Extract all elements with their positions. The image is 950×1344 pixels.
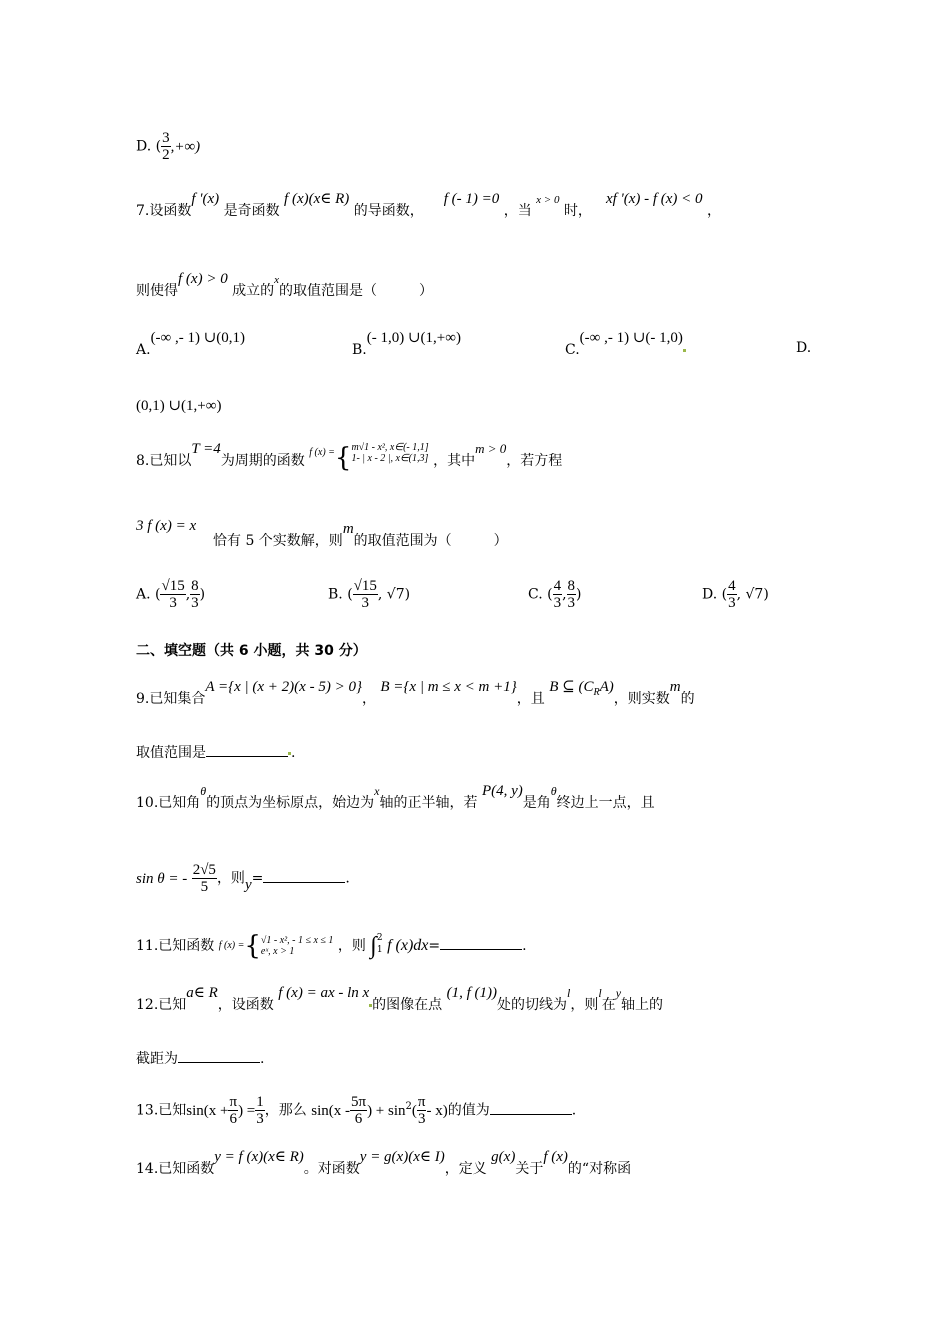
- q11-brace: {: [244, 931, 261, 961]
- q10-answer-blank[interactable]: [263, 870, 345, 883]
- q13-d2: 6: [354, 1111, 363, 1127]
- q8-case-2: 1- | x - 2 |, x∈(1,3]: [351, 453, 429, 464]
- q8a-d1: 3: [169, 595, 177, 611]
- q11-lower: 1: [376, 945, 383, 955]
- q8-text-1: 已知以: [149, 453, 192, 469]
- q9-math-2: B ={x | m ≤ x < m +1}: [380, 679, 517, 695]
- q8-option-d-label: D. (: [702, 586, 728, 603]
- q7-line2-text-2: 成立的: [232, 283, 275, 299]
- q8b-tail: , √7): [377, 586, 411, 603]
- q7-line-1: [136, 191, 722, 220]
- q10-line-2: sin θ = - $\frac{2√5}{5}$ ，则y= .: [136, 862, 350, 895]
- q7-math-6: f (x) > 0: [178, 271, 228, 287]
- q8-option-a-frac-2: [190, 578, 200, 611]
- q9-math-1: A ={x | (x + 2)(x - 5) > 0}: [205, 679, 362, 695]
- q13-math-2b: ) + sin: [367, 1102, 406, 1119]
- q10-num: 2√5: [192, 862, 216, 878]
- q8-math-5: m: [342, 521, 354, 537]
- q7-options: [136, 330, 246, 359]
- q12-text-3: 的图像在点: [372, 997, 443, 1013]
- q7-option-a-label: A.: [136, 342, 151, 358]
- q13-math-2a: sin(x -: [311, 1102, 350, 1119]
- q10-text-4: 是角: [522, 795, 551, 811]
- q11-case-1: √1 - x², - 1 ≤ x ≤ 1: [260, 935, 334, 946]
- q9-number: 9.: [136, 691, 150, 707]
- q12-text-6: 在: [601, 997, 616, 1013]
- q7-option-d: (0,1) ∪(1,+∞): [136, 398, 222, 414]
- q11-upper: 2: [376, 933, 383, 943]
- q8-math-fx: f (x) =: [309, 447, 335, 458]
- q12-math-1: a∈ R: [186, 985, 218, 1001]
- q13-text-1: 已知: [158, 1102, 187, 1119]
- q12-math-2: f (x) = ax - ln x: [278, 985, 370, 1001]
- q7-math-4: x > 0: [536, 194, 560, 206]
- q6-option-d-label: D. (: [136, 138, 162, 155]
- q8-option-c-label: C. (: [528, 586, 553, 603]
- integral-sign: ∫: [370, 933, 377, 959]
- q12-math-5: l: [598, 986, 602, 1000]
- q7-option-c-label: C.: [565, 342, 580, 358]
- q10-math-4: θ: [550, 784, 557, 798]
- q12-line2-text: 截距为: [136, 1051, 178, 1067]
- q8-option-a-frac-1: [160, 578, 185, 611]
- q14-text-4: 关于: [515, 1161, 544, 1177]
- q8-option-d-frac: [727, 578, 737, 611]
- q11-line: 11.已知函数 f (x) ={ √1 - x², - 1 ≤ x ≤ 1 eˣ, x > 1 ，则 ∫ 2 1 f (x)dx= .: [136, 931, 527, 961]
- q11-number: 11.: [136, 938, 159, 954]
- q13-rn: 1: [256, 1094, 264, 1110]
- q12-number: 12.: [136, 997, 159, 1013]
- q7-number: 7.: [136, 203, 150, 219]
- q13-math-2c: (: [411, 1102, 417, 1119]
- q10-line2-text-1: ，则: [216, 870, 245, 887]
- q14-text-5: 的“对称函: [567, 1161, 632, 1177]
- section-2-heading: 二、填空题（共 6 小题，共 30 分）: [136, 643, 367, 659]
- q7-option-b-label: B.: [352, 342, 367, 358]
- q11-limits: [377, 932, 383, 956]
- q12-text-5: ，则: [570, 997, 599, 1013]
- q12-math-4: l: [567, 986, 571, 1000]
- q10-math-1: θ: [200, 784, 207, 798]
- q13-text-3: 的值为: [447, 1102, 490, 1119]
- q13-math-1a: sin(x +: [186, 1102, 229, 1119]
- q8-line-1: [136, 441, 563, 476]
- q7-text-5: 时，: [563, 203, 592, 219]
- q10-line-1: [136, 783, 655, 812]
- q12-answer-blank[interactable]: [178, 1050, 260, 1063]
- q8-number: 8.: [136, 453, 150, 469]
- q8-line-2: [136, 518, 197, 547]
- q12-text-4: 处的切线为: [497, 997, 568, 1013]
- q9-line-2: 取值范围是 .: [136, 745, 296, 761]
- q8c-n2: 8: [567, 578, 576, 594]
- q10-text-5: 终边上一点，且: [556, 795, 655, 811]
- q9-text-1: 已知集合: [149, 691, 206, 707]
- q8c-n1: 4: [553, 578, 562, 594]
- q12-text-7: 轴上的: [621, 997, 664, 1013]
- q8c-d2: 3: [567, 595, 576, 611]
- q8b-n1: √15: [353, 578, 377, 594]
- q10-math-3: P(4, y): [481, 783, 523, 799]
- q13-d3: 3: [417, 1111, 426, 1127]
- q7-line-2: [136, 271, 434, 300]
- stray-mark: [683, 349, 686, 352]
- q13-math-1b: ) =: [238, 1102, 256, 1119]
- q8-option-b-frac: [353, 578, 378, 611]
- q8-line2-text-1: 恰有 5 个实数解，则: [213, 533, 343, 549]
- q8-option-a-label: A. (: [136, 586, 161, 603]
- q13-frac-1: [228, 1094, 238, 1127]
- q7-option-d-label: D.: [796, 340, 812, 356]
- q8d-d1: 3: [728, 595, 736, 611]
- q8-text-4: ，若方程: [506, 453, 563, 469]
- q9-math-3: [549, 679, 614, 698]
- q8c-d1: 3: [553, 595, 562, 611]
- q11-text-1: 已知函数: [158, 938, 215, 954]
- q8d-n1: 4: [728, 578, 736, 594]
- q13-number: 13.: [136, 1102, 159, 1119]
- q7-option-a: (-∞ ,- 1) ∪(0,1): [150, 330, 246, 346]
- q8-text-3: ，其中: [433, 453, 476, 469]
- q7-text-2: 是奇函数: [223, 203, 280, 219]
- q8-option-c-frac-1: [553, 578, 563, 611]
- q12-math-6: y: [615, 986, 622, 1000]
- q10-text-3: 轴的正半轴，若: [379, 795, 478, 811]
- q14-math-2: y = g(x)(x∈ I): [359, 1149, 445, 1165]
- q7-text-1: 设函数: [149, 203, 192, 219]
- q7-line2-text-3: 的取值范围是（ ）: [279, 283, 434, 299]
- q9-math-4: m: [669, 679, 681, 695]
- q13-rd: 3: [256, 1111, 264, 1127]
- stray-mark: [288, 752, 291, 755]
- q8-case-1: m√1 - x², x∈(- 1,1]: [351, 442, 429, 453]
- q14-math-1: y = f (x)(x∈ R): [214, 1149, 304, 1165]
- q14-math-4: f (x): [543, 1149, 568, 1165]
- q10-text-1: 已知角: [158, 795, 201, 811]
- q7-option-b: (- 1,0) ∪(1,+∞): [366, 330, 461, 346]
- q11-answer-blank[interactable]: [440, 937, 522, 950]
- q6-option-d: [136, 130, 200, 163]
- q8-option-b-wrap: [328, 578, 410, 611]
- q7-line2-text-1: 则使得: [136, 283, 178, 299]
- q10-text-2: 的顶点为坐标原点，始边为: [206, 795, 375, 811]
- q13-d1: 6: [229, 1111, 238, 1127]
- q9-math-3-sub: R: [593, 687, 600, 698]
- q14-text-1: 已知函数: [158, 1161, 215, 1177]
- q6-option-d-fraction: [161, 130, 171, 163]
- q14-text-2: 。对函数: [303, 1161, 360, 1177]
- q14-text-3: ，定义: [444, 1161, 487, 1177]
- q11-text-3: =: [428, 938, 441, 954]
- q9-math-3b: A): [599, 679, 614, 695]
- q7-option-d-wrap: [796, 340, 811, 356]
- q7-math-2: f (x)(x∈ R): [284, 191, 350, 207]
- q6d-den: 2: [162, 147, 170, 163]
- q13-frac-2: [350, 1094, 367, 1127]
- q7-math-5: xf '(x) - f (x) < 0: [605, 191, 703, 207]
- q13-frac-r: [255, 1094, 265, 1127]
- q7-option-d-value-wrap: [136, 396, 221, 415]
- q7-text-6: ，: [707, 203, 722, 219]
- q11-text-2: ，则: [337, 938, 366, 954]
- q7-option-c: (-∞ ,- 1) ∪(- 1,0): [579, 330, 683, 346]
- q12-line-1: [136, 985, 664, 1014]
- q13-line: 13.已知sin(x + $\frac{\pi}{6}$ ) = $\frac{1}{3}$ ，那么 sin(x - $\frac{5\pi}{6}$ ) + $\sin^2$( $\frac{\pi}{3}$ - x)的值为 .: [136, 1094, 577, 1127]
- q9-text-4: ，则实数: [613, 691, 670, 707]
- q6d-tail: ,+∞): [170, 138, 201, 155]
- q7-option-c-wrap: [565, 330, 686, 359]
- q13-answer-blank[interactable]: [490, 1102, 572, 1115]
- q10-math-5a: sin θ = -: [136, 870, 188, 887]
- q8-math-1: T =4: [191, 441, 221, 457]
- q8a-n1: √15: [161, 578, 185, 594]
- q8-option-c-frac-2: [567, 578, 577, 611]
- q9-text-5: 的: [680, 691, 695, 707]
- q12-line-2: 截距为 .: [136, 1051, 265, 1067]
- q9-text-3: ，且: [516, 691, 545, 707]
- q13-text-2: ，那么: [264, 1102, 307, 1119]
- q9-line-1: [136, 679, 695, 710]
- q10-number: 10.: [136, 795, 159, 811]
- q11-piecewise: [261, 935, 334, 957]
- q11-math-2: f (x)dx: [387, 937, 429, 954]
- stray-mark: [369, 1004, 372, 1007]
- q8a-n2: 8: [191, 578, 199, 594]
- q12-text-1: 已知: [158, 997, 187, 1013]
- q11-math-fx: f (x) =: [218, 940, 245, 951]
- q7-math-7: x: [274, 274, 280, 286]
- q13-n1: π: [229, 1094, 238, 1110]
- q8-option-a-wrap: A. ( $\frac{√15}{3}$ , $\frac{8}{3}$ ): [136, 578, 206, 611]
- q8-brace: {: [334, 443, 352, 473]
- q13-n3: π: [417, 1094, 426, 1110]
- q13-n2: 5π: [350, 1094, 367, 1110]
- q10-line2-text-2: =: [251, 870, 264, 887]
- q14-number: 14.: [136, 1161, 159, 1177]
- q9-line2-text: 取值范围是: [136, 745, 206, 761]
- q8-option-c-wrap: C. ( $\frac{4}{3}$ , $\frac{8}{3}$ ): [528, 578, 582, 611]
- q9-text-2: ，: [361, 691, 376, 707]
- q13-sup: 2: [405, 1100, 412, 1112]
- q8-text-2: 为周期的函数: [220, 453, 305, 469]
- q8-piecewise: [351, 442, 428, 464]
- q8-math-3: m > 0: [475, 441, 507, 456]
- q10-math-2: x: [374, 784, 380, 798]
- q7-option-b-wrap: [352, 330, 461, 359]
- q12-text-2: ，设函数: [217, 997, 274, 1013]
- q7-text-4: ，当: [503, 203, 532, 219]
- q8b-d1: 3: [361, 595, 370, 611]
- q8-option-b-label: B. (: [328, 586, 353, 603]
- q8d-tail: , √7): [736, 586, 769, 603]
- q7-math-3: f (- 1) =0: [443, 191, 500, 207]
- q8a-d2: 3: [191, 595, 199, 611]
- q6d-num: 3: [162, 130, 170, 146]
- q8-math-4: 3 f (x) = x: [136, 518, 197, 534]
- q14-math-3: g(x): [491, 1149, 516, 1165]
- q11-case-2: eˣ, x > 1: [260, 946, 295, 957]
- q7-text-3: 的导函数，: [353, 203, 424, 219]
- q14-line: [136, 1149, 632, 1178]
- q10-fraction: [192, 862, 217, 895]
- q12-math-3: (1, f (1)): [446, 985, 498, 1001]
- q9-answer-blank[interactable]: [206, 744, 288, 757]
- q8-line2-text-2: 的取值范围为（ ）: [353, 533, 508, 549]
- q8-line-2b: [213, 521, 508, 550]
- q8-option-d-wrap: [702, 578, 769, 611]
- q7-math-1: f '(x): [191, 191, 220, 207]
- q9-math-3a: B ⊆ (C: [549, 679, 594, 695]
- q10-den: 5: [200, 879, 209, 895]
- q10-math-6: y: [244, 876, 252, 893]
- q13-math-2e: - x): [426, 1102, 448, 1119]
